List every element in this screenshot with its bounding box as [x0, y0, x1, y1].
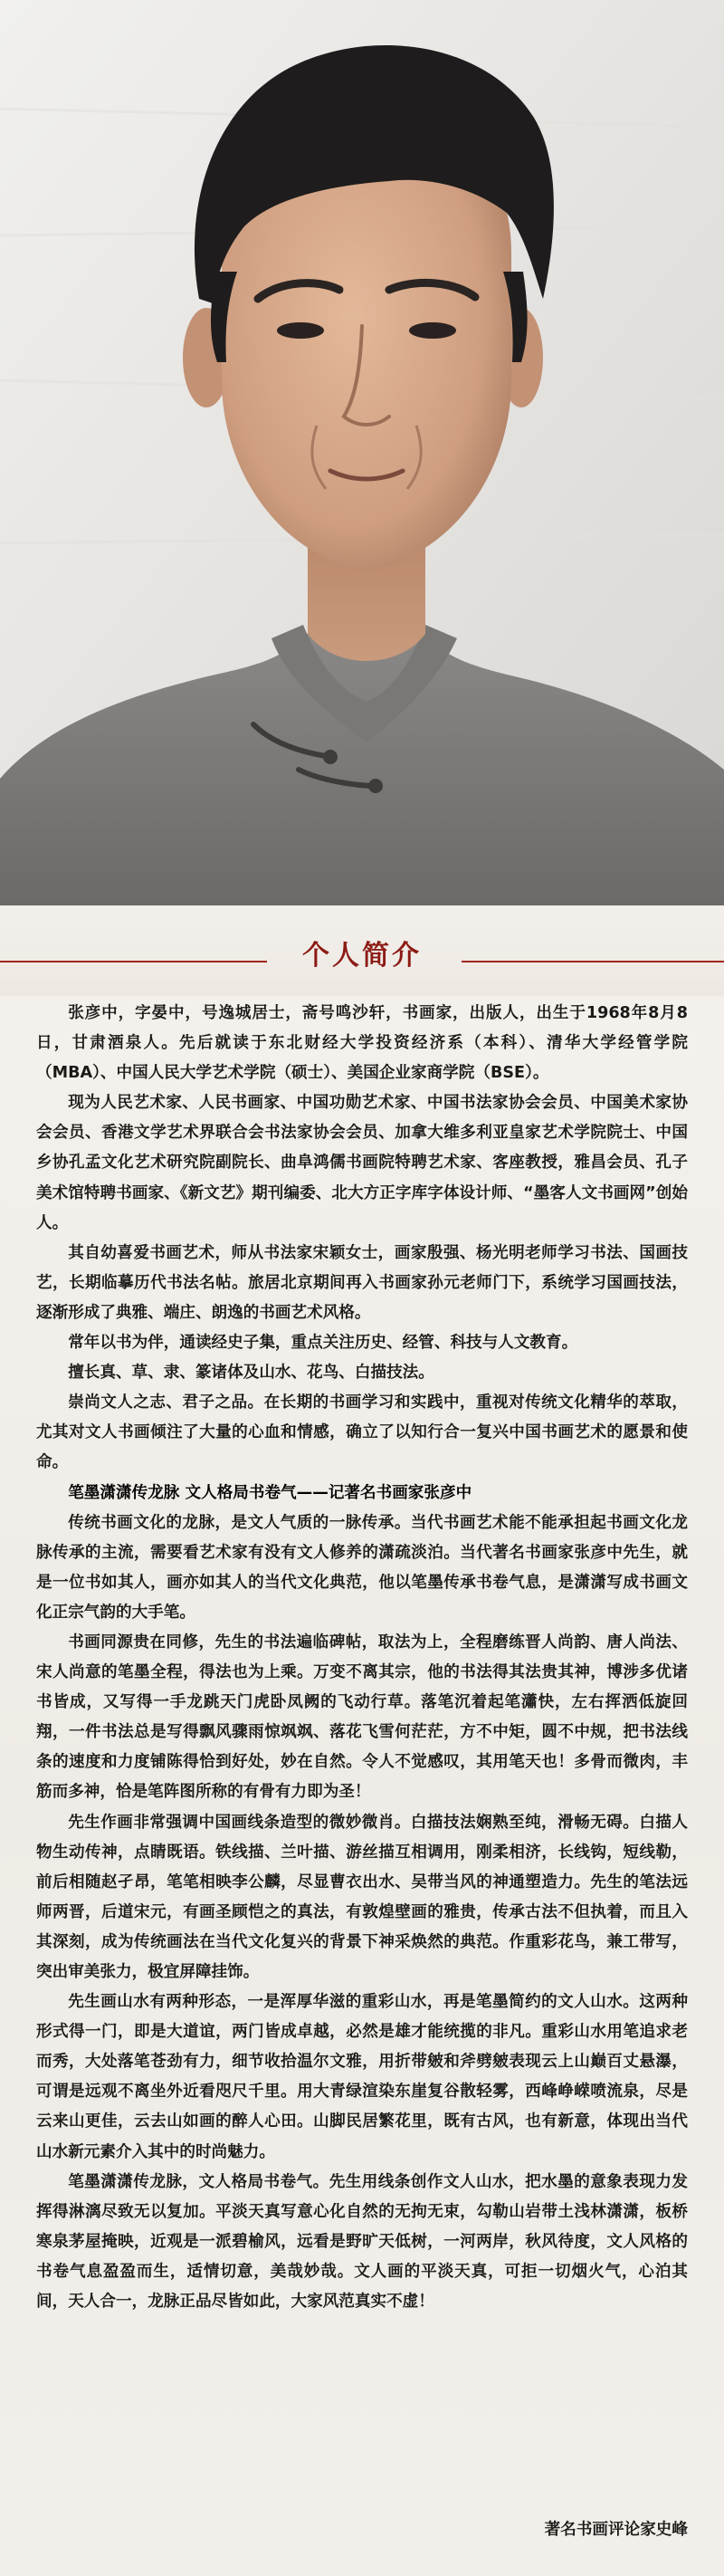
profile-paragraph: 常年以书为伴，通读经史子集，重点关注历史、经管、科技与人文教育。	[68, 1334, 578, 1353]
article	[0, 999, 724, 2576]
section-title: 个人简介	[302, 940, 422, 972]
title-divider-right	[462, 961, 724, 962]
review-paragraph: 先生作画非常强调中国画线条造型的微妙微肖。白描技法娴熟至纯，滑畅无碍。白描人物生动传神，点睛既语。铁线描、兰叶描、游丝描互相调用，刚柔相济，长线钩，短线勒，前后相随赵孑昂，笔笔相映李公麟，尽显曹衣出水、吴带当风的神通塑造力。先生的笔法远师两晋，后道宋元，有画圣顾恺之的真法，有敦煌壁画的雅贵，传承古法不但执着，而且入其深刻，成为传统画法在当代文化复兴的背景下神采焕然的典范。作重彩花鸟，兼工带写，突出审美张力，极宜屏障挂饰。	[36, 1813, 688, 1981]
review-signature: 著名书画评论家史峰	[544, 2521, 688, 2539]
profile-paragraph: 其自幼喜爱书画艺术，师从书法家宋颖女士，画家殷强、杨光明老师学习书法、国画技艺，长期临摹历代书法名帖。旅居北京期间再入书画家孙元老师门下，系统学习国画技法，逐渐形成了典雅、端庄、朗逸的书画艺术风格。	[36, 1243, 688, 1322]
portrait-illustration	[0, 0, 724, 905]
review-paragraph: 先生画山水有两种形态，一是浑厚华滋的重彩山水，再是笔墨简约的文人山水。这两种形式得一门，即是大道谊，两门皆成卓越，必然是雄才能统揽的非凡。重彩山水用笔追求老而秀，大处落笔苍劲有力，细节收拾温尔文雅，用折带皴和斧劈皴表现云上山巅百丈悬瀑，可谓是远观不离坐外近看咫尺千里。用大青绿渲染东崖复谷散轻雾，西峰峥嵘喷流泉，尽是云来山更佳，云去山如画的醉人心田。山脚民居繁花里，既有古风，也有新意，体现出当代山水新元素介入其中的时尚魅力。	[36, 1993, 688, 2161]
profile-paragraph: 崇尚文人之志、君子之品。在长期的书画学习和实践中，重视对传统文化精华的萃取，尤其对文人书画倾注了大量的心血和情感，确立了以知行合一复兴中国书画艺术的愿景和使命。	[36, 1393, 688, 1472]
section-title-band	[0, 905, 724, 996]
profile-paragraph: 擅长真、草、隶、篆诸体及山水、花鸟、白描技法。	[68, 1364, 434, 1383]
review-paragraph: 书画同源贵在同修，先生的书法遍临碑帖，取法为上，全程磨练晋人尚韵、唐人尚法、宋人尚意的笔墨全程，得法也为上乘。万变不离其宗，他的书法得其法贵其神，博涉多优诸书皆成，又写得一手龙跳天门虎卧凤阙的飞动行草。落笔沉着起笔瀟快，左右挥洒低旋回翔，一件书法总是写得飘风骤雨惊飒飒、落花飞雪何茫茫，方不中矩，圆不中规，把书法线条的速度和力度铺陈得恰到好处，妙在自然。令人不觉感叹，其用笔天也！多骨而微肉，丰筋而多神，恰是笔阵图所称的有骨有力即为圣！	[36, 1633, 688, 1802]
profile-paragraph: 现为人民艺术家、人民书画家、中国功勋艺术家、中国书法家协会会员、中国美术家协会会员、香港文学艺术界联合会书法家协会会员、加拿大维多利亚皇家艺术学院院士、中国乡协孔孟文化艺术研究院副院长、曲阜鸿儒书画院特聘艺术家、客座教授，雅昌会员、孔子美术馆特聘书画家、《新文艺》期刊编委、北大方正字库字体设计师、“墨客人文书画网”创始人。	[36, 1094, 688, 1232]
review-paragraph: 传统书画文化的龙脉，是文人气质的一脉传承。当代书画艺术能不能承担起书画文化龙脉传承的主流，需要看艺术家有没有文人修养的潇疏淡泊。当代著名书画家张彦中先生，就是一位书如其人，画亦如其人的当代文化典范，他以笔墨传承书卷气息，是潇潇写成书画文化正宗气韵的大手笔。	[36, 1513, 688, 1622]
profile-paragraph: 张彦中，字晏中，号逸城居士，斋号鸣沙轩，书画家，出版人，出生于1968年8月8日，甘肃酒泉人。先后就读于东北财经大学投资经济系（本科）、清华大学经管学院（MBA）、中国人民大学艺术学院（硕士）、美国企业家商学院（BSE）。	[36, 1004, 688, 1083]
review-paragraph: 笔墨潇潇传龙脉，文人格局书卷气。先生用线条创作文人山水，把水墨的意象表现力发挥得淋漓尽致无以复加。平淡天真写意心化自然的无拘无束，勾勒山岩带土浅林潇潇，板桥寒泉茅屋掩映，近观是一派碧榆风，远看是野旷天低树，一河两岸，秋风待度，文人风格的书卷气息盈盈而生，适情切意，美哉妙哉。文人画的平淡天真，可拒一切烟火气，心泊其间，天人合一，龙脉正品尽皆如此，大家风范真实不虚！	[36, 2172, 688, 2312]
article-body	[36, 999, 688, 2317]
artist-portrait	[0, 0, 724, 905]
review-heading: 笔墨潇潇传龙脉 文人格局书卷气——记著名书画家张彦中	[68, 1483, 472, 1502]
